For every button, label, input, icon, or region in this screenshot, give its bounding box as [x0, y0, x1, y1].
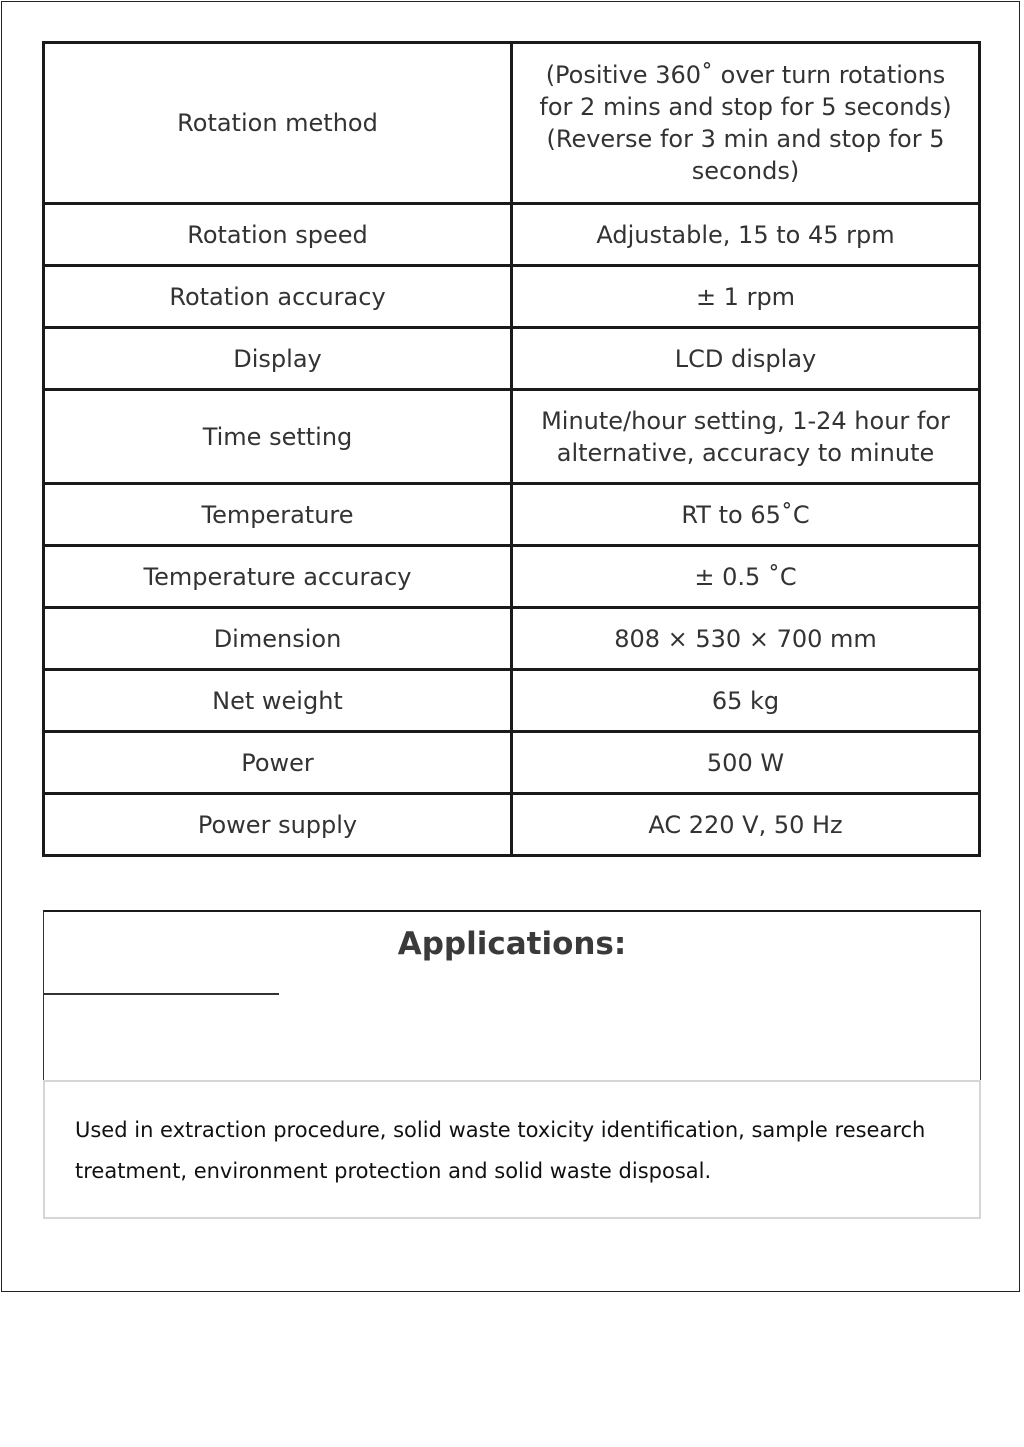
spec-value: AC 220 V, 50 Hz [512, 794, 980, 856]
spec-value: 65 kg [512, 670, 980, 732]
spec-label: Time setting [44, 390, 512, 484]
applications-section [43, 910, 981, 1081]
spec-value: ± 1 rpm [512, 266, 980, 328]
table-row [44, 546, 980, 608]
table-row [44, 484, 980, 546]
table-row [44, 328, 980, 390]
spec-label: Power [44, 732, 512, 794]
spec-label: Power supply [44, 794, 512, 856]
spec-value: RT to 65˚C [512, 484, 980, 546]
spec-label: Rotation accuracy [44, 266, 512, 328]
spec-value: (Positive 360˚ over turn rotations for 2 mins and stop for 5 seconds) (Reverse for 3 min and stop for 5 seconds) [512, 43, 980, 204]
applications-description: Used in extraction procedure, solid waste toxicity identification, sample research treatment, environment protection and solid waste disposal. [75, 1118, 926, 1183]
spec-label: Rotation speed [44, 204, 512, 266]
spec-label: Temperature [44, 484, 512, 546]
spec-label: Net weight [44, 670, 512, 732]
applications-description-box [43, 1080, 981, 1219]
spec-value: 500 W [512, 732, 980, 794]
table-row [44, 670, 980, 732]
table-row [44, 43, 980, 204]
spec-value: Adjustable, 15 to 45 rpm [512, 204, 980, 266]
specifications-table [42, 41, 981, 857]
table-row [44, 608, 980, 670]
table-row [44, 390, 980, 484]
spec-label: Display [44, 328, 512, 390]
table-row [44, 204, 980, 266]
spec-value: LCD display [512, 328, 980, 390]
spec-value: Minute/hour setting, 1-24 hour for alternative, accuracy to minute [512, 390, 980, 484]
spec-value: ± 0.5 ˚C [512, 546, 980, 608]
spec-label: Dimension [44, 608, 512, 670]
table-row [44, 266, 980, 328]
table-row [44, 732, 980, 794]
spec-label: Rotation method [44, 43, 512, 204]
divider [44, 993, 279, 995]
spec-label: Temperature accuracy [44, 546, 512, 608]
applications-title: Applications: [397, 926, 627, 962]
spec-value: 808 × 530 × 700 mm [512, 608, 980, 670]
table-row [44, 794, 980, 856]
